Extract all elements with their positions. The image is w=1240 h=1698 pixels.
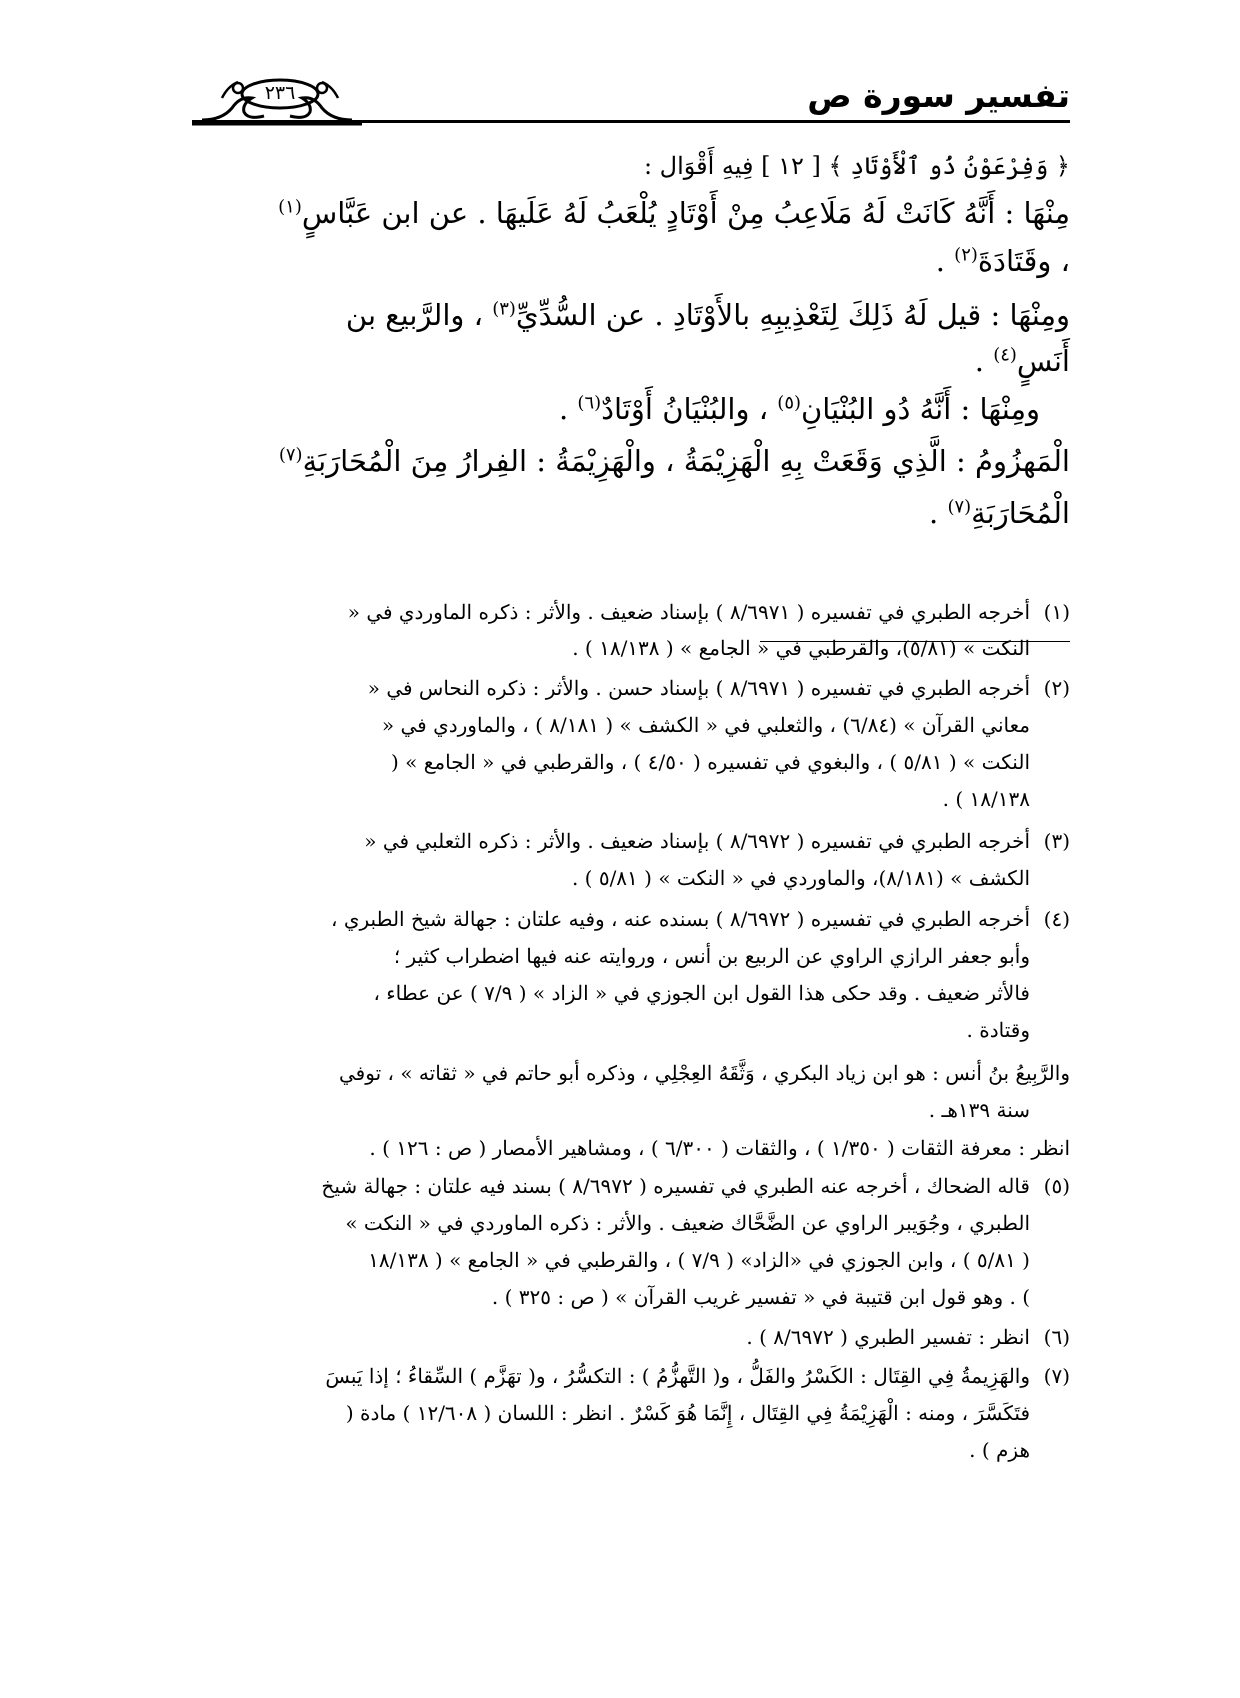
footnote-line: فالأثر ضعيف . وقد حكى هذا القول ابن الجوزي في « الزاد » ( ٧/٩ ) عن عطاء ، — [373, 981, 1030, 1005]
footnote-line: معاني القرآن » (٦/٨٤) ، والثعلبي في « الكشف » ( ٨/١٨١ ) ، والماوردي في « — [381, 713, 1030, 737]
footnote-line: انظر : تفسير الطبري ( ٨/٦٩٧٢ ) . — [746, 1325, 1030, 1349]
body-line: مِنْهَا : أَنَّهُ كَانَتْ لَهُ مَلَاعِبُ مِنْ أَوْتَادٍ يُلْعَبُ لَهُ عَلَيهَا . عن ابن عَبَّاسٍ$^{(١)}$ — [278, 196, 1070, 230]
footnote-line: أخرجه الطبري في تفسيره ( ٨/٦٩٧٢ ) بسنده عنه ، وفيه علتان : جهالة شيخ الطبري ، — [331, 907, 1030, 931]
footnote-number: (٥) — [1043, 1174, 1070, 1198]
footnote-number: (٣) — [1043, 829, 1070, 853]
footnote-line: والرَّبِيعُ بنُ أنس : هو ابن زياد البكري ، وَثَّقَهُ العِجْلِي ، وذكره أبو حاتم في « ثقاته » ، توفي — [339, 1061, 1070, 1085]
footnote-line: أخرجه الطبري في تفسيره ( ٨/٦٩٧١ ) بإسناد ضعيف . والأثر : ذكره الماوردي في « — [347, 600, 1030, 624]
footnotes — [170, 0, 1070, 1698]
footnote-number: (٦) — [1043, 1325, 1070, 1349]
footnote-line: وقتادة . — [966, 1018, 1030, 1042]
footnote-line: والهَزِيمةُ فِي القِتَال : الكَسْرُ والفَلُّ ، و( التَّهزُّمُ ) : التكسُّرُ ، و( تهَزَّم ) السِّقاءُ ؛ إذا يَبسَ — [325, 1364, 1030, 1388]
body-line: ومِنْهَا : قيل لَهُ ذَلِكَ لِتَعْذِيبِهِ بالأَوْتَادِ . عن السُّدِّيِّ$^{(٣)}$ ، والرَّبيع بن — [345, 298, 1070, 332]
page-title: تفسير سورة ص — [807, 76, 1070, 115]
footnote-line: سنة ١٣٩هـ . — [928, 1098, 1030, 1122]
footnote-number: (٢) — [1043, 676, 1070, 700]
intro-verse: ﴿ وَفِرْعَوْنُ ذُو ٱلْأَوْتَادِ ﴾ [ ١٢ ] فِيهِ أَقْوَال : — [643, 152, 1070, 180]
footnote-line: الطبري ، وجُوَيبر الراوي عن الضَّحَّاك ضعيف . والأثر : ذكره الماوردي في « النكت » — [345, 1211, 1030, 1235]
footnote-line: ١٨/١٣٨ ) . — [942, 787, 1030, 811]
body-line: ، وقَتَادَةَ$^{(٢)}$ . — [935, 244, 1070, 278]
footnote-line: أخرجه الطبري في تفسيره ( ٨/٦٩٧٢ ) بإسناد ضعيف . والأثر : ذكره الثعلبي في « — [364, 829, 1030, 853]
footnote-line: ) . وهو قول ابن قتيبة في « تفسير غريب القرآن » ( ص : ٣٢٥ ) . — [491, 1285, 1030, 1309]
footnote-line: قاله الضحاك ، أخرجه عنه الطبري في تفسيره ( ٨/٦٩٧٢ ) بسند فيه علتان : جهالة شيخ — [321, 1174, 1030, 1198]
footnote-line: الكشف » (٨/١٨١)، والماوردي في « النكت » ( ٥/٨١ ) . — [571, 866, 1030, 890]
footnote-line: ( ٥/٨١ ) ، وابن الجوزي في «الزاد» ( ٧/٩ ) ، والقرطبي في « الجامع » ( ١٨/١٣٨ — [368, 1248, 1030, 1272]
footnote-line: هزم ) . — [969, 1438, 1030, 1462]
body-line: ومِنْهَا : أَنَّهُ دُو البُنْيَانِ$^{(٥)}$ ، والبُنْيَانُ أَوْتَادٌ$^{(٦)}$ . — [558, 392, 1040, 426]
footnote-number: (٧) — [1043, 1364, 1070, 1388]
body-line: أَنَسٍ$^{(٤)}$ . — [974, 344, 1070, 378]
footnote-number: (٤) — [1043, 907, 1070, 931]
footnote-line: أخرجه الطبري في تفسيره ( ٨/٦٩٧١ ) بإسناد حسن . والأثر : ذكره النحاس في « — [367, 676, 1030, 700]
body-line: الْمُحَارَبَةِ$^{(٧)}$ . — [929, 496, 1070, 530]
body-line: الْمَهزُومُ : الَّذِي وَقَعَتْ بِهِ الْهَزِيْمَةُ ، والْهَزِيْمَةُ : الفِرارُ مِنَ الْمُحَارَبَةِ$^{(٧)}$ — [278, 444, 1070, 478]
footnote-line: النكت » ( ٥/٨١ ) ، والبغوي في تفسيره ( ٤/٥٠ ) ، والقرطبي في « الجامع » ( — [391, 750, 1030, 774]
footnote-line: وأبو جعفر الرازي الراوي عن الربيع بن أنس ، وروايته عنه فيها اضطراب كثير ؛ — [393, 944, 1030, 968]
footnote-line: النكت » (٥/٨١)، والقرطبي في « الجامع » ( ١٨/١٣٨ ) . — [572, 636, 1030, 660]
page-number: ٢٣٦ — [264, 82, 296, 104]
footnote-number: (١) — [1043, 600, 1070, 624]
footnote-line: انظر : معرفة الثقات ( ١/٣٥٠ ) ، والثقات ( ٦/٣٠٠ ) ، ومشاهير الأمصار ( ص : ١٢٦ ) . — [369, 1136, 1070, 1160]
footnote-line: فتَكَسَّرَ ، ومنه : الْهَزِيْمَةُ فِي القِتَال ، إِنَّمَا هُوَ كَسْرٌ . انظر : اللسان ( ١٢/٦٠٨ ) مادة ( — [345, 1401, 1030, 1425]
